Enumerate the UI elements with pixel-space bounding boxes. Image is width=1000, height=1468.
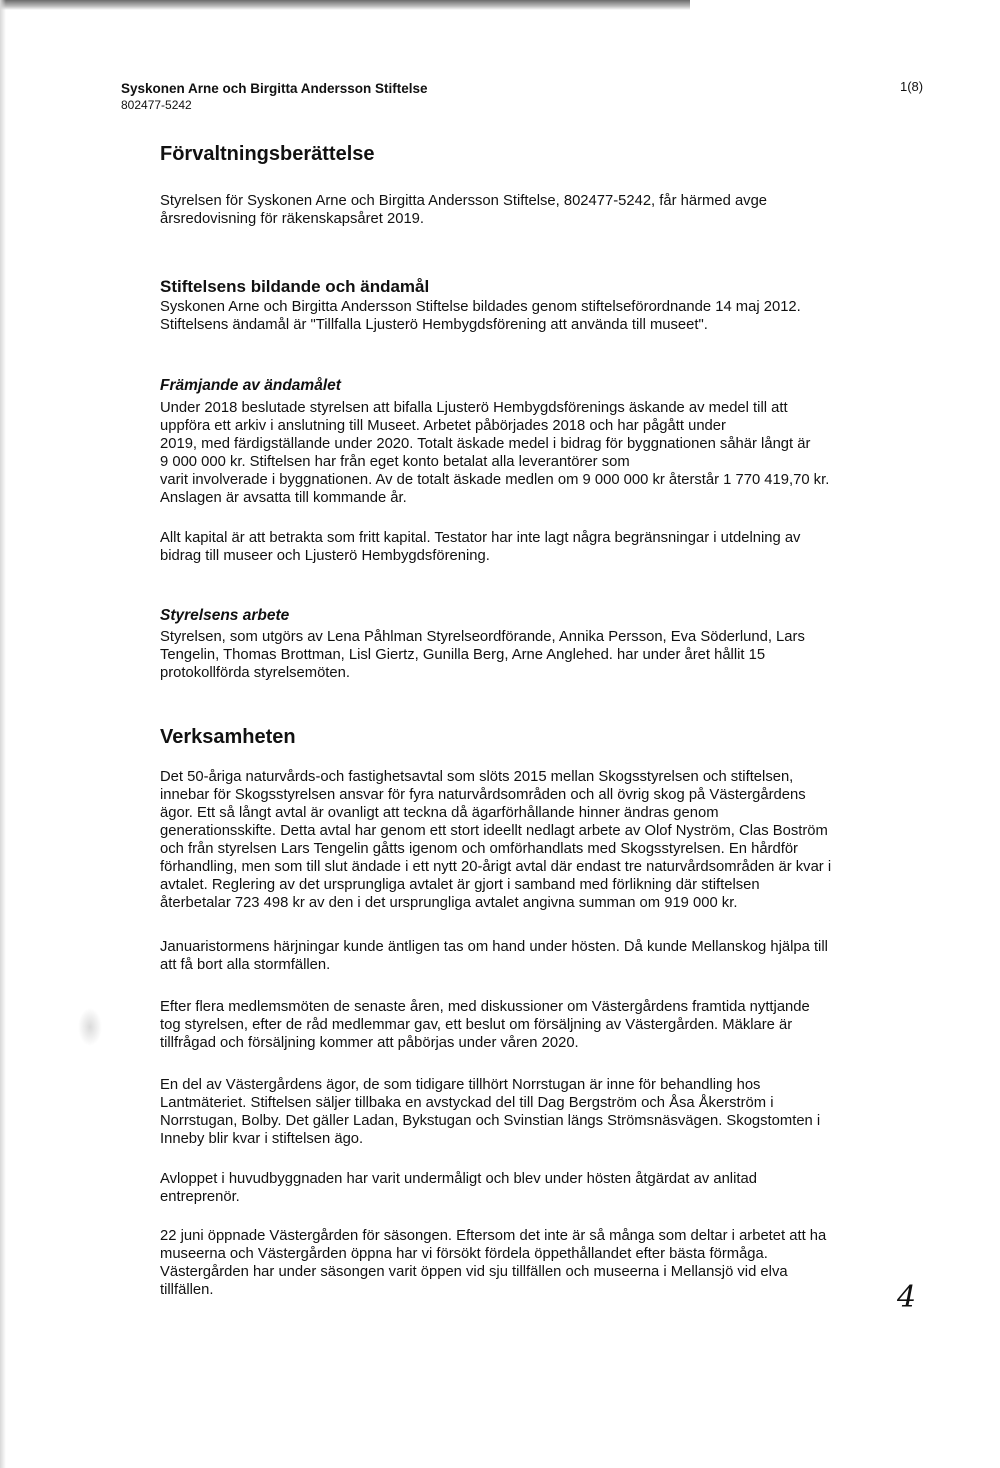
section-heading-verksamhet: Verksamheten (160, 726, 296, 748)
text-line: 22 juni öppnade Västergården för säsongen. Eftersom det inte är så många som deltar i arbetet att ha (160, 1228, 827, 1244)
text-line: avtalet. Reglering av det ursprungliga avtalet är gjort i samband med förlikning där stiftelsen (160, 877, 760, 893)
text-line: entreprenör. (160, 1189, 240, 1205)
text-line: Januaristormens härjningar kunde äntligen tas om hand under hösten. Då kunde Mellanskog hjälpa till (160, 939, 828, 955)
text-line: Tengelin, Thomas Brottman, Lisl Giertz, Gunilla Berg, Arne Anglehed. har under året hållit 15 (160, 647, 766, 663)
text-line: varit involverade i byggnationen. Av de totalt äskade medlen om 9 000 000 kr återstår 1 770 419,70 kr. (160, 472, 830, 488)
text-line: Inneby blir kvar i stiftelsen ägo. (160, 1131, 364, 1147)
text-line: årsredovisning för räkenskapsåret 2019. (160, 211, 425, 227)
handwritten-page-mark: 4 (897, 1280, 917, 1315)
verksamhet-paragraph-1 (160, 768, 940, 912)
framjande-paragraph (160, 399, 940, 507)
verksamhet-paragraph-4 (160, 1076, 940, 1148)
text-line: att få bort alla stormfällen. (160, 957, 331, 973)
page-number: 1(8) (900, 79, 924, 94)
scan-left-edge (0, 0, 6, 1468)
text-line: Västergården har under säsongen varit öppen vid sju tillfällen och museerna i Mellansjö vid elva (160, 1264, 788, 1280)
text-line: och från styrelsen Lars Tengelin gåtts igenom och omförhandlats med Skogsstyrelsen. En hårdför (160, 841, 798, 857)
text-line: Anslagen är avsatta till kommande år. (160, 490, 407, 506)
scan-edge-shadow (0, 0, 690, 10)
text-line: Syskonen Arne och Birgitta Andersson Stiftelse bildades genom stiftelseförordnande 14 maj 2012. (160, 299, 801, 315)
scan-speck (78, 1008, 102, 1046)
text-line: Lantmäteriet. Stiftelsen säljer tillbaka en avstyckad del till Dag Bergström och Åsa Åkerström i (160, 1095, 774, 1111)
kapital-paragraph (160, 529, 940, 565)
text-line: tillfrågad och försäljning kommer att påbörjas under våren 2020. (160, 1035, 579, 1051)
text-line: förhandling, men som till slut ändade i ett nytt 20-årigt avtal där endast tre naturvårdsområden är kvar i (160, 859, 832, 875)
verksamhet-paragraph-5 (160, 1170, 940, 1206)
text-line: uppföra ett arkiv i anslutning till Museet. Arbetet påbörjades 2018 och har pågått under (160, 418, 726, 434)
text-line: Det 50-åriga naturvårds-och fastighetsavtal som slöts 2015 mellan Skogsstyrelsen och stiftelsen, (160, 769, 794, 785)
text-line: innebar för Skogsstyrelsen ansvar för fyra naturvårdsområden och all övrig skog på Västergårdens (160, 787, 806, 803)
text-line: Norrstugan, Bolby. Det gäller Ladan, Bykstugan och Svinstian längs Strömsnäsvägen. Skogstomten i (160, 1113, 821, 1129)
text-line: Avloppet i huvudbyggnaden har varit undermåligt och blev under hösten åtgärdat av anlitad (160, 1171, 757, 1187)
document-title: Förvaltningsberättelse (160, 143, 375, 165)
verksamhet-paragraph-6 (160, 1227, 940, 1299)
text-line: Styrelsen, som utgörs av Lena Påhlman Styrelseordförande, Annika Persson, Eva Söderlund, Lars (160, 629, 805, 645)
text-line: Allt kapital är att betrakta som fritt kapital. Testator har inte lagt några begränsningar i utdelning av (160, 530, 801, 546)
text-line: återbetalar 723 498 kr av den i det ursprungliga avtalet angivna summan om 919 000 kr. (160, 895, 738, 911)
text-line: ägor. Ett så långt avtal är ovanligt att teckna då ägarförhållande hinner ändras genom (160, 805, 719, 821)
org-header (121, 80, 428, 114)
styrelse-paragraph (160, 628, 940, 682)
text-line: 2019, med färdigställande under 2020. Totalt äskade medel i bidrag för byggnationen såhär långt är (160, 436, 811, 452)
text-line: generationsskifte. Detta avtal har genom ett stort ideellt nedlagt arbete av Olof Nyström, Clas Boström (160, 823, 828, 839)
text-line: 9 000 000 kr. Stiftelsen har från eget konto betalat alla leverantörer som (160, 454, 630, 470)
text-line: protokollförda styrelsemöten. (160, 665, 350, 681)
text-line: Under 2018 beslutade styrelsen att bifalla Ljusterö Hembygdsförenings äskande av medel till att (160, 400, 788, 416)
text-line: Efter flera medlemsmöten de senaste åren, med diskussioner om Västergårdens framtida nyttjande (160, 999, 810, 1015)
text-line: Stiftelsens ändamål är "Tillfalla Ljusterö Hembygdsförening att använda till museet". (160, 317, 708, 333)
text-line: tillfällen. (160, 1282, 214, 1298)
section-heading-framjande: Främjande av ändamålet (160, 377, 341, 394)
text-line: bidrag till museer och Ljusterö Hembygdsförening. (160, 548, 490, 564)
org-name: Syskonen Arne och Birgitta Andersson Stiftelse (121, 81, 428, 96)
section-heading-styrelse: Styrelsens arbete (160, 607, 290, 624)
text-line: En del av Västergårdens ägor, de som tidigare tillhört Norrstugan är inne för behandling hos (160, 1077, 761, 1093)
section-heading-bildande: Stiftelsens bildande och ändamål (160, 277, 430, 296)
text-line: Styrelsen för Syskonen Arne och Birgitta Andersson Stiftelse, 802477-5242, får härmed avge (160, 193, 768, 209)
text-line: museerna och Västergården öppna har vi försökt fördela öppethållandet efter bästa förmåga. (160, 1246, 768, 1262)
org-number: 802477-5242 (121, 98, 192, 112)
verksamhet-paragraph-3 (160, 998, 940, 1052)
verksamhet-paragraph-2 (160, 938, 940, 974)
intro-paragraph (160, 192, 940, 228)
text-line: tog styrelsen, efter de råd medlemmar gav, ett beslut om försäljning av Västergården. Mäklare är (160, 1017, 793, 1033)
bildande-paragraph (160, 298, 940, 334)
